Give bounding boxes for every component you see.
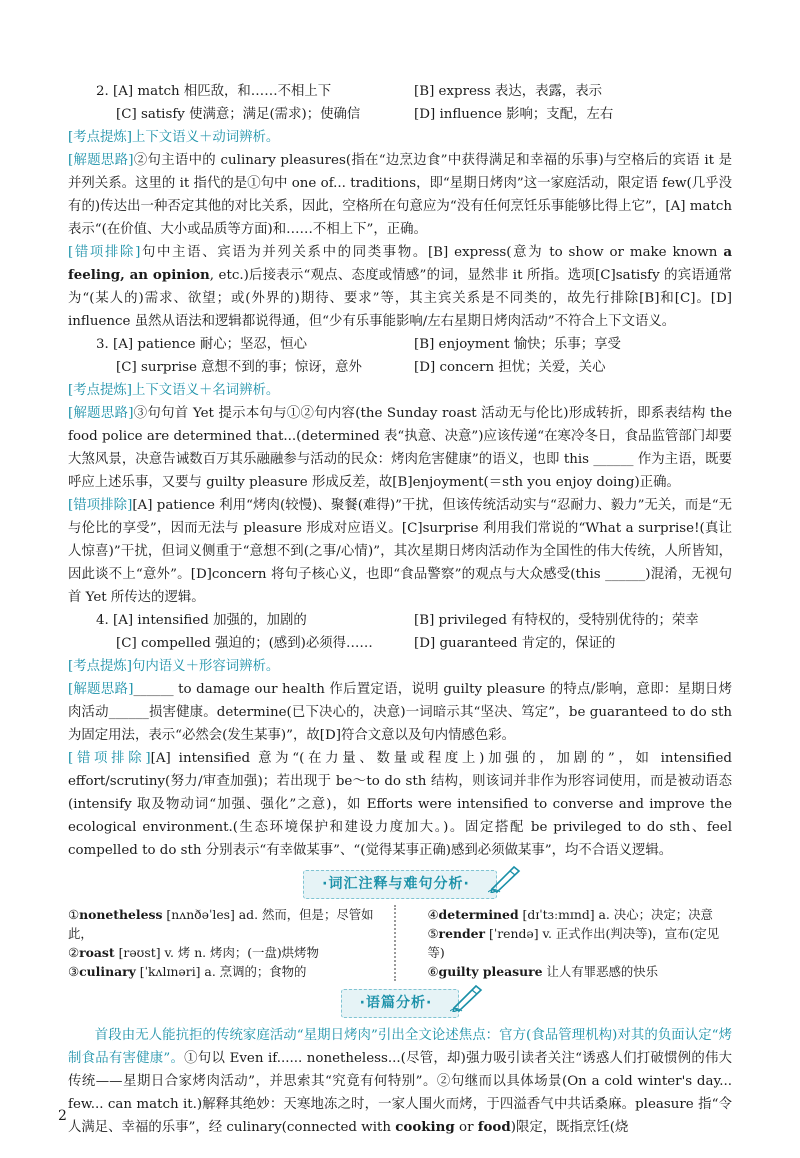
q3-options-row-2 xyxy=(68,356,732,379)
q3-elim-tag: [错项排除] xyxy=(68,498,133,513)
vocab-item xyxy=(427,924,732,962)
q3-idea xyxy=(68,402,732,494)
vocab-banner xyxy=(303,870,497,899)
analysis-text-3: )限定，既指烹饪(烧 xyxy=(510,1120,629,1135)
q4-option-c: [C] compelled 强迫的；(感到)必须得…… xyxy=(116,636,373,651)
vocab-word: culinary xyxy=(79,964,136,979)
q2-idea xyxy=(68,149,732,241)
vocab-word: determined xyxy=(438,907,519,922)
vocab-definition: [rəʊst] v. 烤 n. 烤肉；(一盘)烘烤物 xyxy=(114,945,319,960)
q2-elim-tag: [错项排除] xyxy=(68,245,141,260)
vocab-definition: 让人有罪恶感的快乐 xyxy=(542,964,659,979)
q3-idea-text: ③句句首 Yet 提示本句与①②句内容(the Sunday roast 活动无与伦比)形成转折，即系表结构 the food police are determined that...(determined 表“执意、决意”)应该传递“在寒冷冬日，食品监管部门却要大煞风景，决意告诫数百万其乐融融参与活动的民众：烤肉危害健康”的语义，也即 this ______ 作为主语，既要呼应上述乐事，又要与 guilty pleasure 形成反差，故[B]enjoyment(＝sth you enjoy doing)正确。 xyxy=(68,406,732,490)
q4-option-a: 4. [A] intensified 加强的，加剧的 xyxy=(96,613,307,628)
vocab-definition: [nʌnðəˈles] ad. 然而，但是；尽管如此， xyxy=(68,907,374,941)
analysis-bold-1: cooking xyxy=(395,1119,455,1135)
q4-point-text: 句内语义＋形容词辨析。 xyxy=(132,659,280,674)
q4-option-d: [D] guaranteed 肯定的，保证的 xyxy=(414,636,616,651)
q4-elim-text: [A] intensified 意为“(在力量、数量或程度上)加强的，加剧的”，如 intensified effort/scrutiny(努力/审查加强)；若出现于 be～to do sth 结构，则该词并非作为形容词使用，而是被动语态(intensify 取及物动词“加强、强化”之意)，如 Efforts were intensified to converse and improve the ecological environment.(生态环境保护和建设力度加大。)。固定搭配 be privileged to do sth、feel compelled to do sth 分别表示“有幸做某事”、“(觉得某事正确)感到必须做某事”，均不合语义逻辑。 xyxy=(68,751,732,858)
vocab-num: ⑤ xyxy=(427,926,439,941)
q3-option-a: 3. [A] patience 耐心；坚忍，恒心 xyxy=(96,337,307,352)
vocab-num: ① xyxy=(68,907,80,922)
q2-elim-bold: a feeling, an opinion xyxy=(68,244,732,283)
vocab-word: nonetheless xyxy=(79,907,163,922)
vocab-num: ⑥ xyxy=(427,964,439,979)
pen-icon xyxy=(488,863,524,893)
q2-elim-text-1: 句中主语、宾语为并列关系中的同类事物。[B] express(意为 to show or make known xyxy=(140,245,724,260)
q3-point-tag: [考点提炼] xyxy=(68,383,133,398)
q2-elim xyxy=(68,241,732,333)
q2-option-c: [C] satisfy 使满意；满足(需求)；使确信 xyxy=(116,107,361,122)
vocab-item xyxy=(68,905,384,943)
q3-elim-text: [A] patience 利用“烤肉(较慢)、聚餐(难得)”干扰，但该传统活动实与“忍耐力、毅力”无关，而是“无与伦比的享受”，因而无法与 pleasure 形成对应语义。[C]surprise 利用我们常说的“What a surprise!(真让人惊喜)”干扰，但词义侧重于“意想不到(之事/心情)”，其次星期日烤肉活动作为全国性的伟大传统，人所皆知，因此谈不上“意外”。[D]concern 将句子核心义，也即“食品警察”的观点与大众感受(this ______)混淆，无视句首 Yet 所传达的逻辑。 xyxy=(68,498,733,605)
vocab-word: guilty pleasure xyxy=(438,964,543,979)
pen-icon xyxy=(450,982,486,1012)
analysis-banner-wrap xyxy=(68,989,732,1018)
vocab-item xyxy=(68,962,384,981)
q3-option-d: [D] concern 担忧；关爱，关心 xyxy=(414,360,606,375)
analysis-bold-2: food xyxy=(477,1119,511,1135)
q2-options-row-1 xyxy=(68,80,732,103)
analysis-banner xyxy=(341,989,460,1018)
q4-option-b: [B] privileged 有特权的，受特别优待的；荣幸 xyxy=(414,613,699,628)
vocab-word: render xyxy=(438,926,486,941)
vocab-column-right xyxy=(401,905,732,981)
vocab-word: roast xyxy=(79,945,115,960)
q2-point xyxy=(68,126,732,149)
q3-point xyxy=(68,379,732,402)
q2-elim-text-2: , etc.)后接表示“观点、态度或情感”的词，显然非 it 所指。选项[C]satisfy 的宾语通常为“(某人的)需求、欲望；或(外界的)期待、要求”等，其主宾关系是不同类的，故先行排除[B]和[C]。[D] influence 虽然从语法和逻辑都说得通，但“少有乐事能影响/左右星期日烤肉活动”不符合上下文语义。 xyxy=(68,268,732,329)
q4-idea-tag: [解题思路] xyxy=(68,682,134,697)
vocab-list xyxy=(68,905,732,981)
q2-point-text: 上下文语义＋动词辨析。 xyxy=(132,130,280,145)
vocab-definition: [dɪˈtɜːmɪnd] a. 决心；决定；决意 xyxy=(518,907,713,922)
vocab-banner-wrap xyxy=(68,870,732,899)
q2-option-b: [B] express 表达，表露，表示 xyxy=(414,84,603,99)
q4-point xyxy=(68,655,732,678)
q3-elim xyxy=(68,494,732,609)
analysis-banner-label: ·语篇分析· xyxy=(359,995,433,1011)
vocab-definition: [ˈrendə] v. 正式作出(判决等)，宣布(定见等) xyxy=(427,926,720,960)
q4-idea xyxy=(68,678,732,747)
vocab-column-left xyxy=(68,905,384,981)
vocab-banner-label: ·词汇注释与难句分析· xyxy=(322,876,470,892)
q2-idea-tag: [解题思路] xyxy=(68,153,134,168)
q2-option-a: 2. [A] match 相匹敌，和……不相上下 xyxy=(96,84,332,99)
q2-options-row-2 xyxy=(68,103,732,126)
analysis-text-2: or xyxy=(454,1120,478,1135)
content-body xyxy=(68,80,732,1139)
q4-point-tag: [考点提炼] xyxy=(68,659,133,674)
q4-options-row-2 xyxy=(68,632,732,655)
vocab-item xyxy=(427,905,732,924)
vocab-item xyxy=(427,962,732,981)
q2-idea-text: ②句主语中的 culinary pleasures(指在“边烹边食”中获得满足和幸福的乐事)与空格后的宾语 it 是并列关系。这里的 it 指代的是①句中 one of... traditions，即“星期日烤肉”这一家庭活动，限定语 few(几乎没有的)传达出一种否定其他的对比关系，因此，空格所在句意应为“没有任何烹饪乐事能够比得上它”，[A] match 表示“(在价值、大小或品质等方面)和……不相上下”，正确。 xyxy=(68,153,732,237)
vocab-num: ③ xyxy=(68,964,80,979)
q4-options-row-1 xyxy=(68,609,732,632)
vocab-num: ② xyxy=(68,945,80,960)
q3-idea-tag: [解题思路] xyxy=(68,406,134,421)
vocab-num: ④ xyxy=(427,907,439,922)
q3-option-b: [B] enjoyment 愉快；乐事；享受 xyxy=(414,337,621,352)
q3-options-row-1 xyxy=(68,333,732,356)
q3-option-c: [C] surprise 意想不到的事；惊讶，意外 xyxy=(116,360,362,375)
q2-point-tag: [考点提炼] xyxy=(68,130,133,145)
q4-elim-tag: [错项排除] xyxy=(68,751,151,766)
page-number: 2 xyxy=(58,1108,67,1124)
analysis-highlight: 首段由无人能抗拒的传统家庭活动“星期日烤肉”引出全文论述焦点：官方(食品管理机构)对其的负面认定“烤制食品有害健康”。 xyxy=(68,1028,732,1066)
vocab-item xyxy=(68,943,384,962)
analysis-paragraph xyxy=(68,1024,732,1139)
vocab-divider xyxy=(394,905,402,981)
vocab-definition: [ˈkʌlɪnəri] a. 烹调的；食物的 xyxy=(135,964,307,979)
q3-point-text: 上下文语义＋名词辨析。 xyxy=(132,383,280,398)
q2-option-d: [D] influence 影响；支配，左右 xyxy=(414,107,614,122)
q4-elim xyxy=(68,747,732,862)
q4-idea-text: ______ to damage our health 作后置定语，说明 guilty pleasure 的特点/影响，意即：星期日烤肉活动______损害健康。determine(已下决心的，决意)一词暗示其“坚决、笃定”，be guaranteed to do sth 为固定用法，表示“必然会(发生某事)”，故[D]符合文意以及句内情感色彩。 xyxy=(68,682,732,743)
analysis-text-1: ①句以 Even if...... nonetheless...(尽管，却)强力吸引读者关注“诱惑人们打破惯例的伟大传统——星期日合家烤肉活动”，并思索其“究竟有何特别”。②句继而以具体场景(On a cold winter's day... few... can match it.)解释其绝妙：天寒地冻之时，一家人围火而烤，于四溢香气中共话桑麻。pleasure 指“令人满足、幸福的乐事”，经 culinary(connected with xyxy=(68,1051,732,1135)
